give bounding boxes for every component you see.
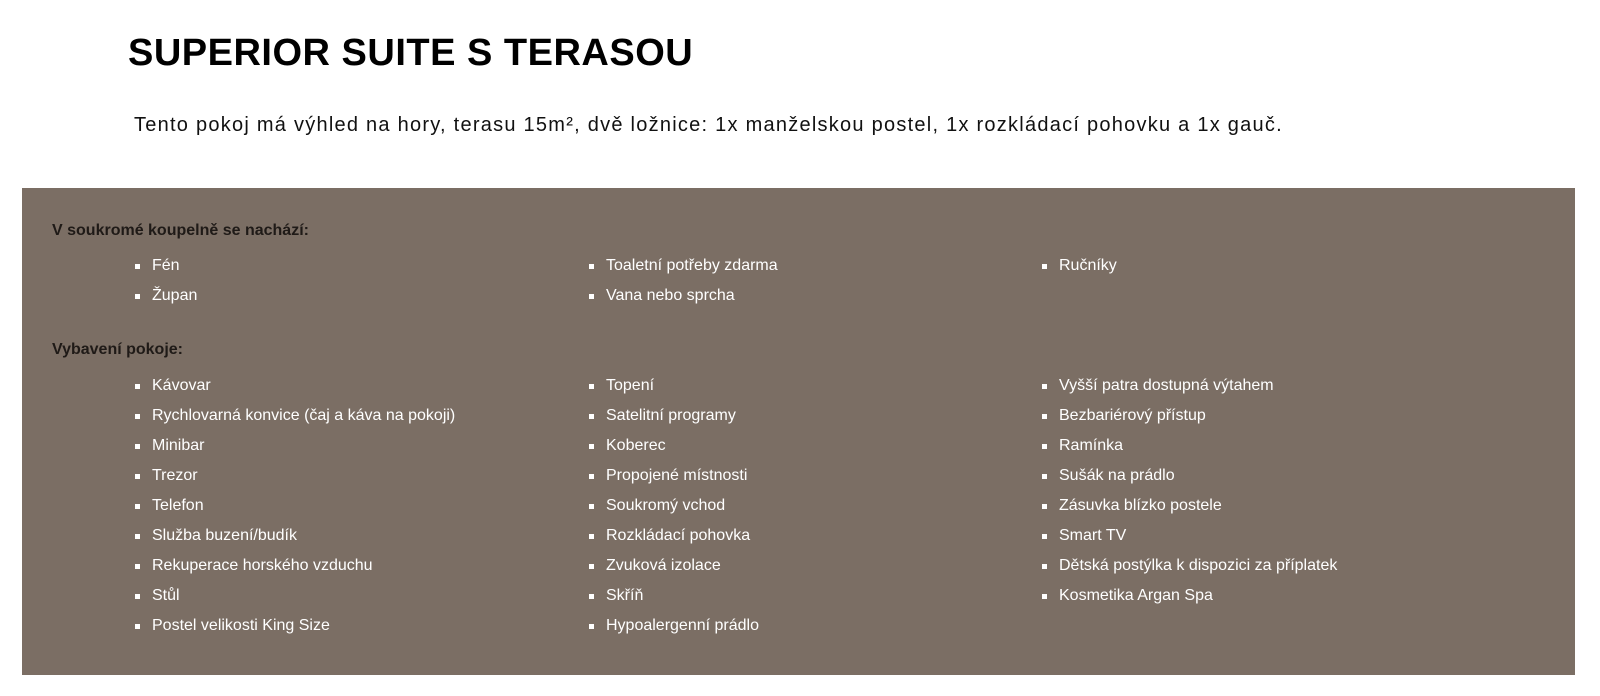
bullet-icon [135,624,140,629]
amenity-label: Koberec [606,437,666,454]
amenity-label: Vyšší patra dostupná výtahem [1059,377,1274,394]
bathroom-list-col-1 [135,251,197,311]
amenity-item [135,371,455,401]
amenity-item [589,371,759,401]
amenity-item [589,581,759,611]
amenity-item [589,551,759,581]
bullet-icon [1042,474,1047,479]
amenity-label: Minibar [152,437,205,454]
bullet-icon [589,414,594,419]
bullet-icon [135,474,140,479]
amenity-item [135,491,455,521]
amenity-item [1042,581,1337,611]
bullet-icon [589,534,594,539]
bullet-icon [1042,504,1047,509]
bullet-icon [1042,444,1047,449]
room-description: Tento pokoj má výhled na hory, terasu 15m², dvě ložnice: 1x manželskou postel, 1x rozkládací pohovku a 1x gauč. [134,114,1283,136]
bullet-icon [135,264,140,269]
amenity-item [589,281,778,311]
amenity-label: Smart TV [1059,527,1127,544]
bathroom-list-col-3 [1042,251,1117,281]
bullet-icon [135,294,140,299]
amenity-item [589,431,759,461]
amenity-label: Župan [152,287,198,304]
amenity-label: Kávovar [152,377,211,394]
amenity-label: Kosmetika Argan Spa [1059,587,1213,604]
amenity-label: Dětská postýlka k dispozici za příplatek [1059,557,1338,574]
bullet-icon [135,564,140,569]
bathroom-list-col-2 [589,251,778,311]
amenity-item [589,251,778,281]
amenity-label: Sušák na prádlo [1059,467,1175,484]
bullet-icon [135,444,140,449]
amenity-label: Stůl [152,587,180,604]
bullet-icon [1042,384,1047,389]
amenity-item [1042,401,1337,431]
bullet-icon [589,474,594,479]
amenity-label: Rozkládací pohovka [606,527,751,544]
amenity-item [1042,371,1337,401]
bullet-icon [589,504,594,509]
amenity-label: Skříň [606,587,644,604]
bullet-icon [589,444,594,449]
amenity-label: Topení [606,377,655,394]
amenity-item [589,521,759,551]
amenity-item [589,491,759,521]
amenity-label: Satelitní programy [606,407,736,424]
amenity-item [589,461,759,491]
amenity-label: Fén [152,257,180,274]
bullet-icon [1042,264,1047,269]
amenity-label: Postel velikosti King Size [152,617,330,634]
bullet-icon [589,264,594,269]
bullet-icon [1042,534,1047,539]
amenity-item [1042,461,1337,491]
amenity-item [135,461,455,491]
room-equipment-list-col-2 [589,371,759,641]
amenity-item [1042,521,1337,551]
amenity-label: Telefon [152,497,204,514]
room-equipment-heading: Vybavení pokoje: [52,341,183,358]
bullet-icon [589,564,594,569]
bullet-icon [135,504,140,509]
amenity-item [1042,431,1337,461]
amenities-panel [22,188,1575,675]
amenity-label: Rekuperace horského vzduchu [152,557,373,574]
amenity-label: Hypoalergenní prádlo [606,617,759,634]
room-equipment-list-col-1 [135,371,455,641]
amenity-item [135,251,197,281]
amenity-label: Zvuková izolace [606,557,721,574]
amenity-item [135,581,455,611]
bullet-icon [135,594,140,599]
amenity-label: Propojené místnosti [606,467,748,484]
amenity-item [1042,491,1337,521]
amenity-item [135,401,455,431]
bullet-icon [1042,564,1047,569]
amenity-item [589,401,759,431]
amenity-item [589,611,759,641]
room-title: SUPERIOR SUITE S TERASOU [128,32,694,74]
amenity-item [1042,551,1337,581]
amenity-label: Toaletní potřeby zdarma [606,257,778,274]
bullet-icon [589,624,594,629]
amenity-item [135,431,455,461]
bullet-icon [135,534,140,539]
bullet-icon [589,294,594,299]
amenity-label: Ručníky [1059,257,1117,274]
amenity-label: Zásuvka blízko postele [1059,497,1222,514]
amenity-label: Soukromý vchod [606,497,726,514]
amenity-label: Vana nebo sprcha [606,287,735,304]
amenity-label: Ramínka [1059,437,1124,454]
amenity-item [135,551,455,581]
bullet-icon [135,414,140,419]
bullet-icon [1042,414,1047,419]
amenity-item [135,611,455,641]
bullet-icon [1042,594,1047,599]
bathroom-heading: V soukromé koupelně se nachází: [52,222,309,239]
amenity-label: Bezbariérový přístup [1059,407,1206,424]
room-equipment-list-col-3 [1042,371,1337,611]
amenity-label: Trezor [152,467,198,484]
bullet-icon [589,384,594,389]
amenity-item [1042,251,1117,281]
amenity-label: Služba buzení/budík [152,527,297,544]
bullet-icon [135,384,140,389]
amenity-label: Rychlovarná konvice (čaj a káva na pokoji) [152,407,456,424]
amenity-item [135,281,197,311]
bullet-icon [589,594,594,599]
amenity-item [135,521,455,551]
